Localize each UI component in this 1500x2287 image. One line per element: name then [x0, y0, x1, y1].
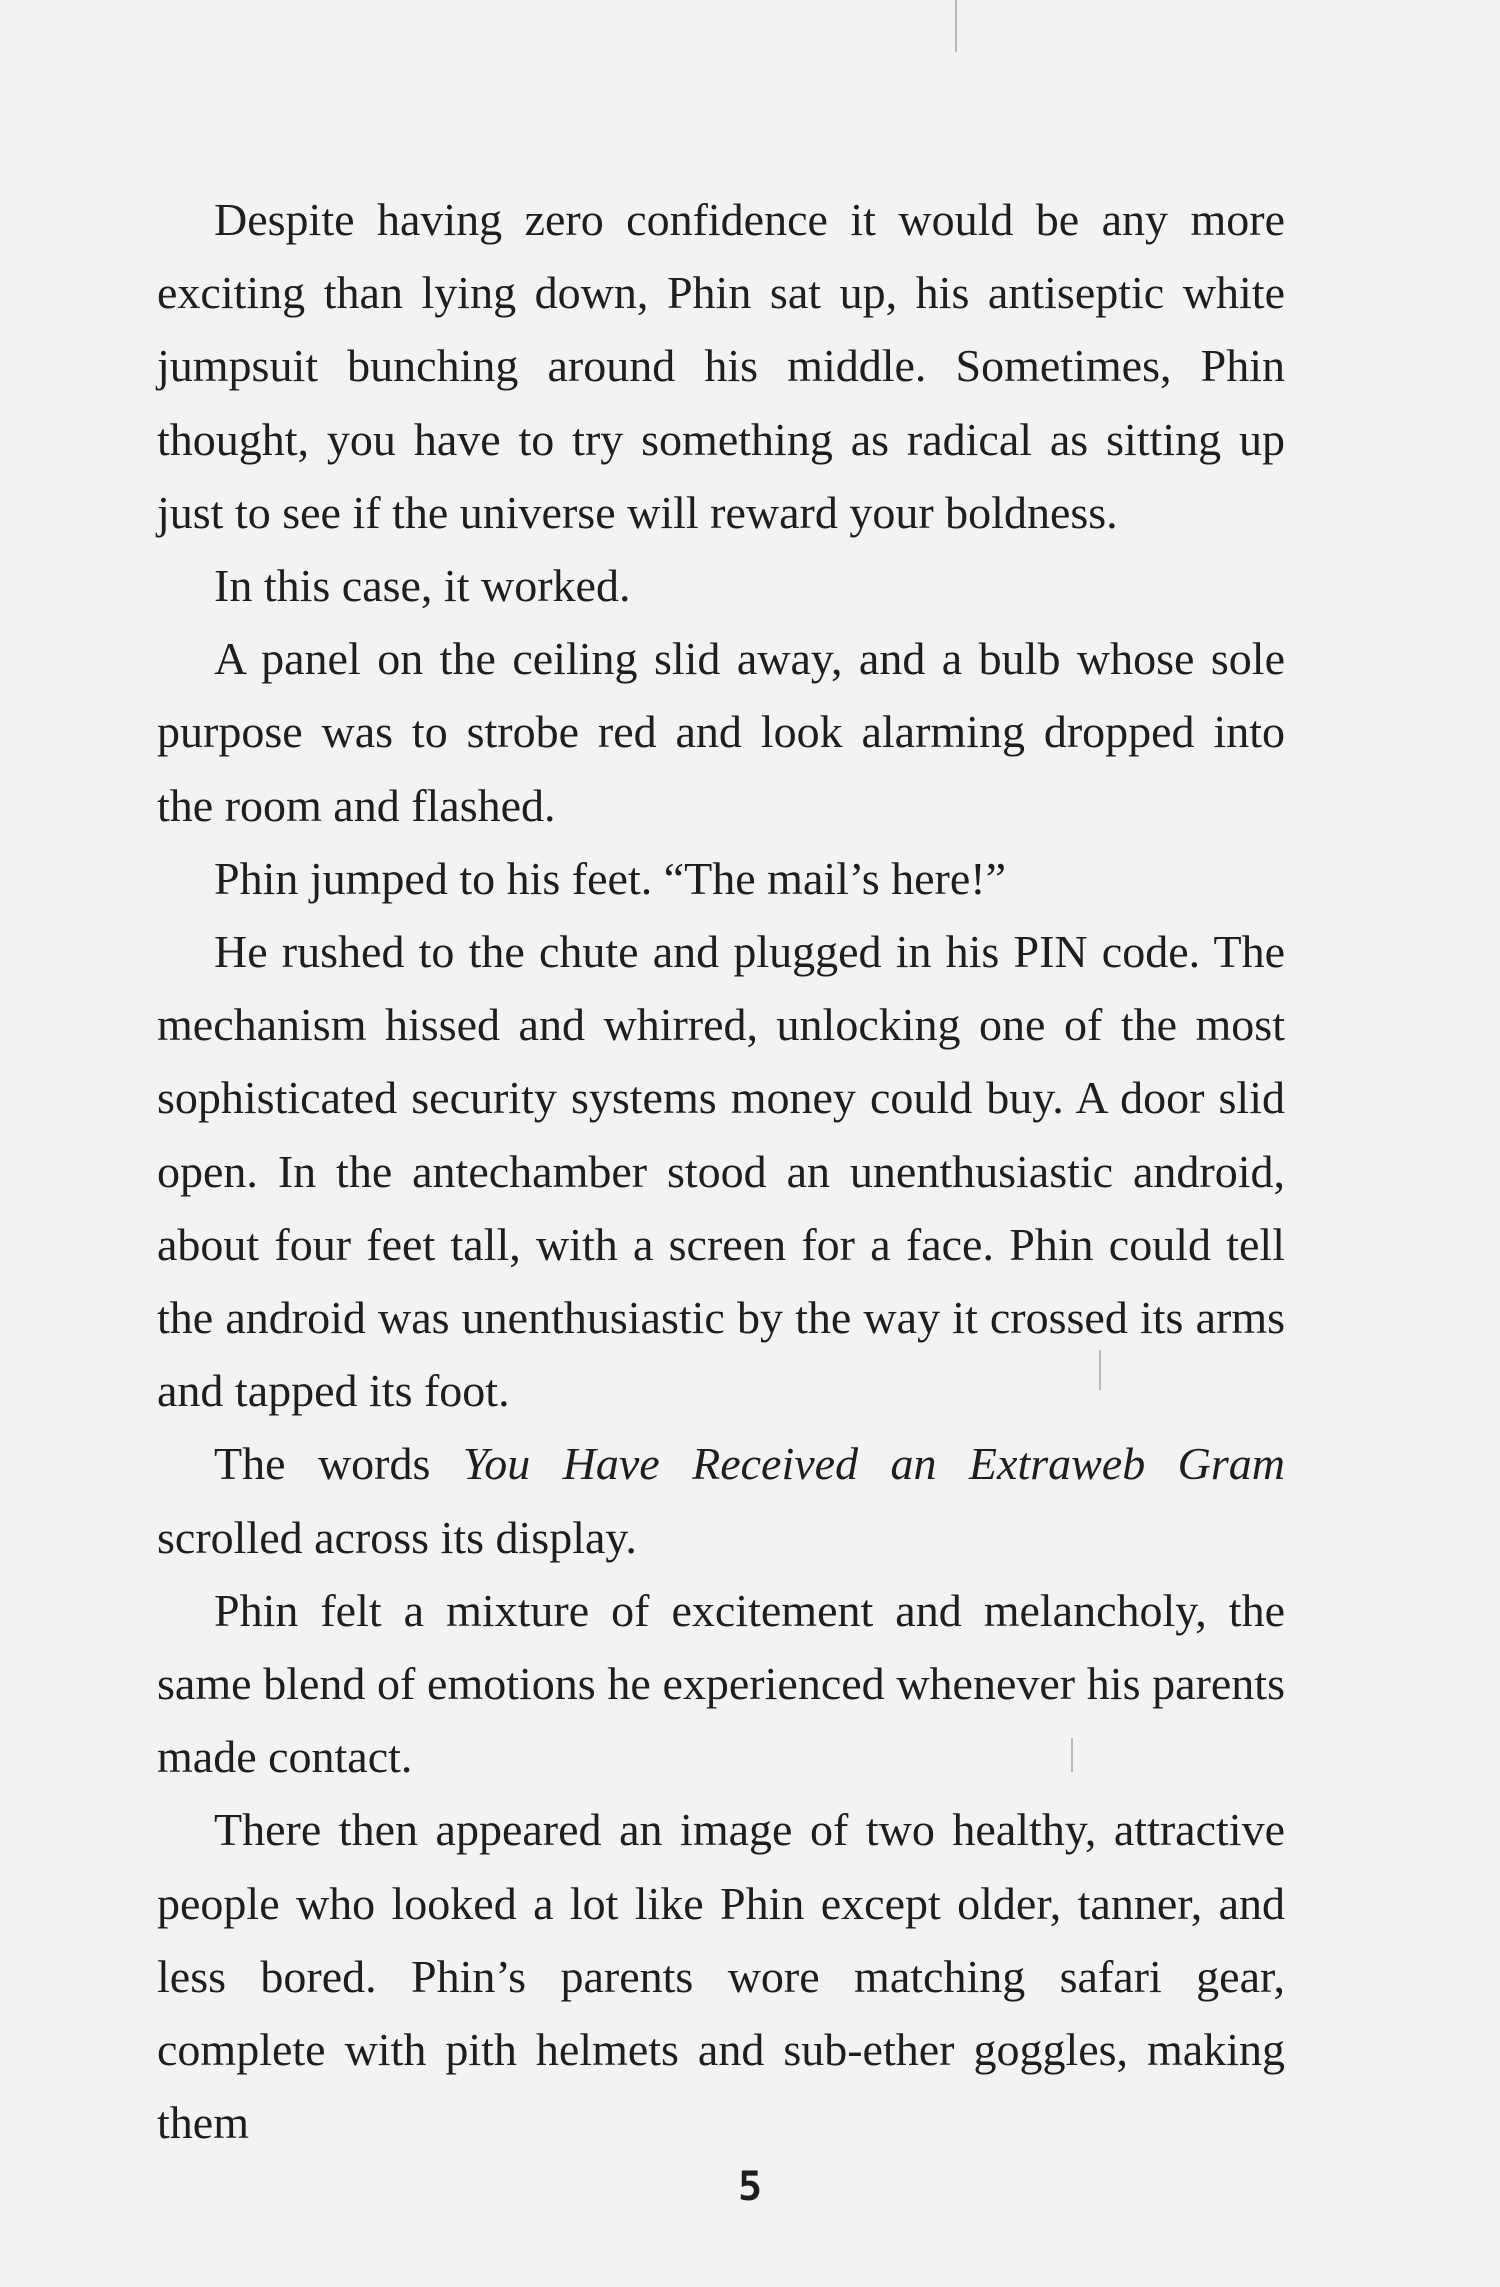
scan-mark [955, 0, 957, 52]
page-number: 5 [737, 2164, 763, 2210]
paragraph-2: In this case, it worked. [214, 560, 631, 612]
body-text [157, 183, 1285, 2159]
paragraph-6 [157, 1427, 1285, 1573]
paragraph-5: He rushed to the chute and plugged in his PIN code. The mechanism hissed and whirred, unlocking one of the most sophisticated security systems money could buy. A door slid open. In the antechamber stood an unenthusiastic android, about four feet tall, with a screen for a face. Phin could tell the android was unenthusiastic by the way it crossed its arms and tapped its foot. [157, 926, 1285, 1417]
paragraph-1: Despite having zero confidence it would be any more exciting than lying down, Phin sat up, his antiseptic white jumpsuit bunching around his middle. Sometimes, Phin thought, you have to try something as radical as sitting up just to see if the universe will reward your boldness. [157, 194, 1285, 538]
gram-title: You Have Received an Extraweb Gram [462, 1438, 1285, 1490]
paragraph-4: Phin jumped to his feet. “The mail’s here!” [214, 852, 1006, 904]
paragraph-8: There then appeared an image of two healthy, attractive people who looked a lot like Phin except older, tanner, and less bored. Phin’s parents wore matching safari gear, complete with pith helmets and sub-ether goggles, making them [157, 1804, 1285, 2149]
paragraph-3: A panel on the ceiling slid away, and a bulb whose sole purpose was to strobe red and look alarming dropped into the room and flashed. [157, 633, 1285, 831]
paragraph-6-tail: scrolled across its display. [157, 1511, 637, 1563]
paragraph-6-lead: The words [214, 1438, 463, 1490]
paragraph-7: Phin felt a mixture of excitement and melancholy, the same blend of emotions he experienced whenever his parents made contact. [157, 1584, 1285, 1783]
